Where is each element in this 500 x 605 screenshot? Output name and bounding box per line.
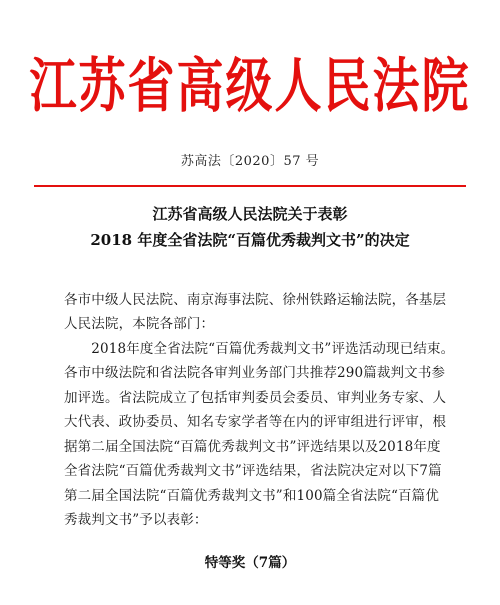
body-text-line: 第二届全国法院“百篇优秀裁判文书”和100篇全省法院“百篇优 — [64, 488, 439, 504]
body-text-line: 各市中级人民法院、南京海事法院、徐州铁路运输法院，各基层 — [64, 292, 447, 308]
document-title-line-1: 江苏省高级人民法院关于表彰 — [152, 205, 348, 223]
body-text-line: 人民法院，本院各部门： — [64, 316, 215, 332]
document-number: 苏高法〔2020〕57 号 — [180, 154, 320, 169]
body-text-line: 秀裁判文书”予以表彰： — [64, 512, 208, 528]
document-title-line-2: 2018 年度全省法院“百篇优秀裁判文书”的决定 — [90, 231, 410, 249]
body-text-line: 全省法院“百篇优秀裁判文书”评选结果，省法院决定对以下7篇 — [64, 463, 442, 479]
body-text-line: 据第二届全国法院“百篇优秀裁判文书”评选结果以及2018年度 — [64, 439, 441, 455]
body-text-line: 2018年度全省法院“百篇优秀裁判文书”评选活动现已结束。 — [64, 341, 455, 357]
body-text-line: 加评选。省法院成立了包括审判委员会委员、审判业务专家、人 — [64, 390, 447, 406]
red-divider-line — [34, 185, 466, 187]
body-text-line: 大代表、政协委员、知名专家学者等在内的评审组进行评审，根 — [64, 414, 447, 430]
section-heading-special-award: 特等奖（7篇） — [204, 555, 296, 571]
body-text-line: 各市中级法院和省法院各审判业务部门共推荐290篇裁判文书参 — [64, 365, 446, 381]
court-masthead: 江苏省高级人民法院 — [29, 52, 471, 121]
